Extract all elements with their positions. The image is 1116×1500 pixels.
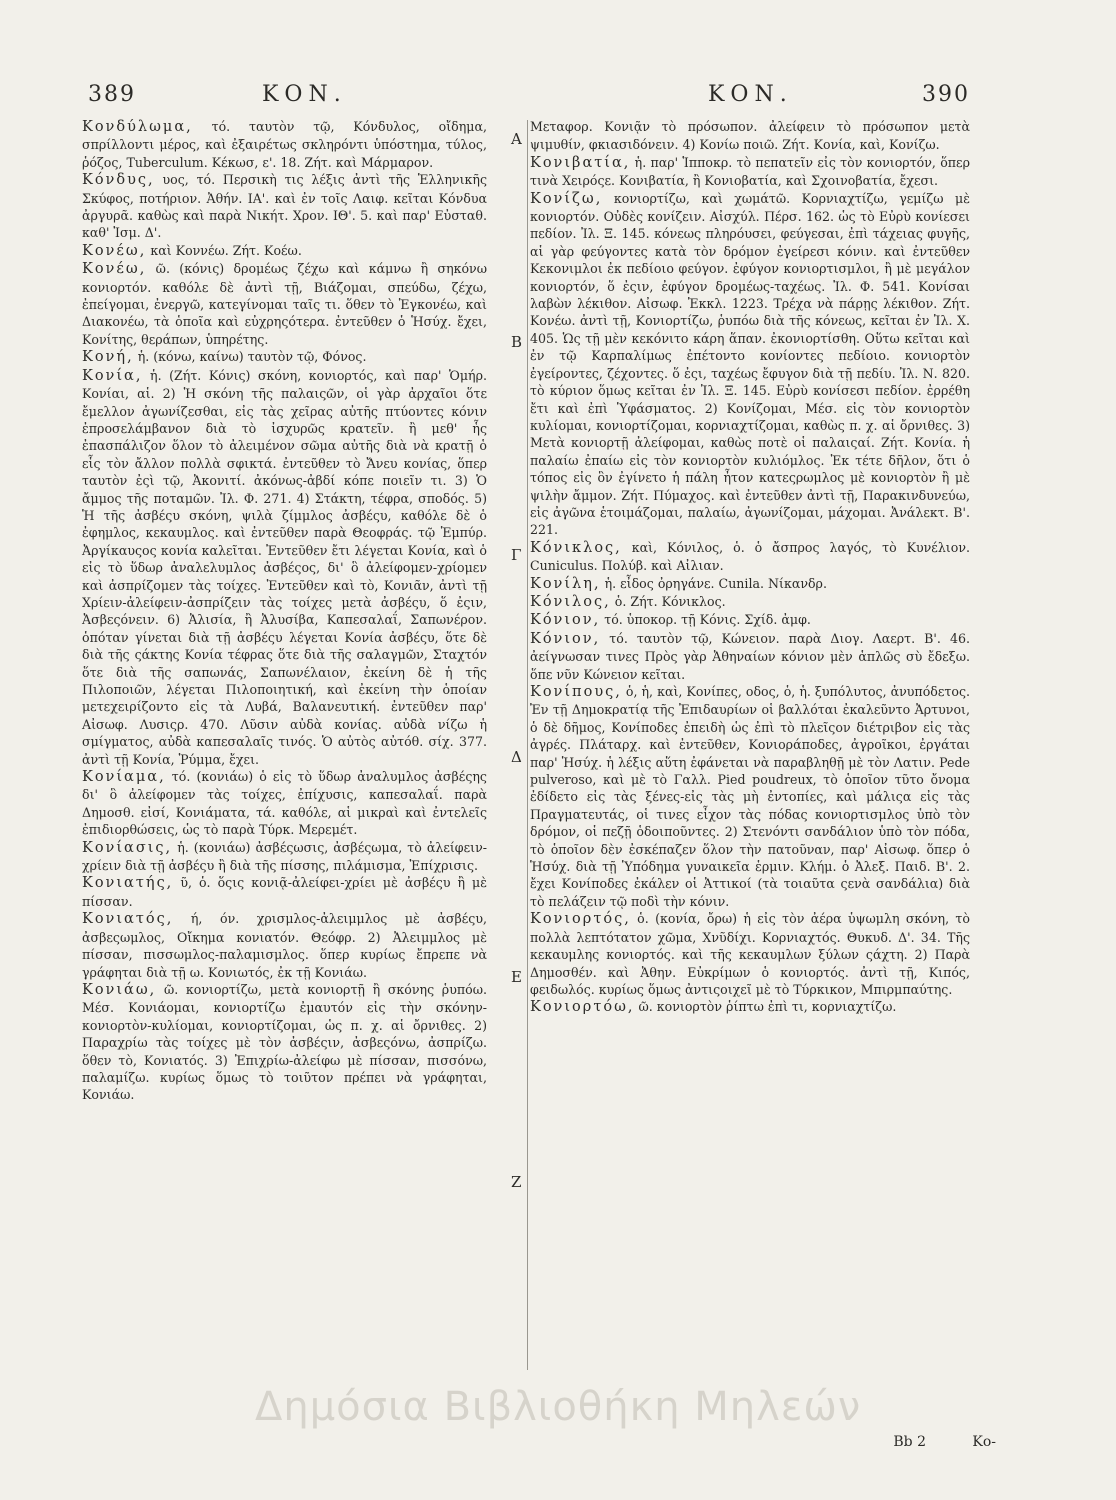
margin-letter-e: Ε <box>511 968 522 986</box>
dictionary-entry <box>530 630 970 683</box>
margin-letter-d: Δ <box>511 748 522 766</box>
entry-headword: Κόνιον, <box>530 612 601 629</box>
entry-headword: Κόνιλος, <box>530 593 611 610</box>
entry-headword: Κονιατής, <box>82 875 174 892</box>
entry-definition: ἡ. (Ζήτ. Κόνις) σκόνη, κονιορτός, καὶ παρ' Ὁμήρ. Κονίαι, αἱ. 2) Ἡ σκόνη τῆς παλαιςῶν, οἱ γὰρ ἀρχαῖοι ὅτε ἔμελλον ἀγωνίζεσθαι, εἰς τὰς χεῖρας αὐτῆς πτύοντες κόνιν ἐπροσελάμβανον διὰ τὸ ἰσχυρῶς κρατεῖν. ἢ μεθ' ἧς ἐπασπάλιζον ὅλον τὸ ἀλειμένον σῶμα αὐτῆς διὰ νὰ κρατῇ ὁ εἷς τὸν ἄλλον πολλὰ σφικτά. ἐντεῦθεν τὸ Ἄνευ κονίας, ὅπερ ταυτὸν ἐςὶ τῷ, Ἀκονιτί. ἀκόνως-ἀβδί κόπε ποιεῖν τι. 3) Ὁ ἄμμος τῆς ποταμῶν. Ἰλ. Φ. 271. 4) Στάκτη, τέφρα, σποδός. 5) Ἡ τῆς ἀσβέςυ σκόνη, ψιλὰ ζίμμλος ἀσβέςυ, καθόλε δὲ ὁ ἐφημλος, κεκαυμλος. καὶ ἐντεῦθεν παρὰ Θεοφράς. τῷ Ἐμπύρ. Ἀργίκαυςος κονία καλεῖται. Ἐντεῦθεν ἔτι λέγεται Κονία, καὶ ὁ εἰς τὸ ὕδωρ ἀναλελυμλος ἀσβέςος, δι' ὃ ἀλείφομεν-χρίομεν καὶ ἀσπρίζομεν τὰς τοίχες. Ἐντεῦθεν καὶ τὸ, Κονιᾶν, ἀντὶ τῇ Χρίειν-ἀλείφειν-ἀσπρίζειν τὰς τοίχες μετὰ ἀσβέςυ, ὅ ἐςιν, Ἀσβεςόνειν. 6) Ἀλισία, ἢ Ἀλυσίβα, Καπεσαλαΐ, Σαπωνέρον. ὁπόταν γίνεται διὰ τῇ ἀσβέςυ λέγεται Κονία ἀσβέςυ, ὅτε δὲ διὰ τῆς ςάκτης Κονία τέφρας ὅτε διὰ τῆς σαλαγμῶν, Σταχτόν ὅτε διὰ τῆς σαπωνάς, Σαπωνέλαιον, ἐκείνη δὲ ἡ τῆς Πιλοποιῶν, λέγεται Πιλοποιητική, καὶ ἐκείνη τὴν ὁποίαν μετεχειρίζοντο εἰς τὰ Λυβά, Βαλανευτική. ἐντεῦθεν παρ' Αἰσωφ. Λυσιςρ. 470. Λῦσιν αὐδὰ κονίας. αὐδὰ νίζω ἡ σμίγματος, αὐδὰ καπεσαλαῖς τινός. Ὁ αὐτὸς αὐτόθ. σίχ. 377. ἀντὶ τῇ Κονία, Ῥύμμα, ἔχει. <box>82 367 487 767</box>
dictionary-entry <box>82 874 487 910</box>
entry-headword: Κονδύλωμα, <box>82 119 193 135</box>
entry-definition: ἡ. εἶδος ὀρηγάνε. Cunila. Νίκανδρ. <box>604 575 827 591</box>
dictionary-entry <box>530 575 970 593</box>
entry-definition: ἡ. (κόνω, καίνω) ταυτὸν τῷ, Φόνος. <box>137 349 367 365</box>
dictionary-entry <box>530 998 970 1016</box>
entry-headword: Κονίαμα, <box>82 769 166 786</box>
entry-headword: Κονή, <box>82 349 134 366</box>
entry-definition: τό. (κονιάω) ὁ εἰς τὸ ὕδωρ ἀναλυμλος ἀσβέςης δι' ὃ ἀλείφομεν τὰς τοίχες, ἐπίχυσις, καπεσαλαΐ. παρὰ Δημοσθ. εἰσί, Κονιάματα, τά. καθόλε, αἱ μικραὶ καὶ ἐντελεῖς ἐπιδιορθώσεις, ὡς τὸ παρὰ Τύρκ. Μερεμέτ. <box>82 769 487 838</box>
entry-definition: ἡ. παρ' Ἱπποκρ. τὸ πεπατεῖν εἰς τὸν κονιορτόν, ὅπερ τινὰ Χειρόςε. Κονιβατία, ἢ Κονιοβατία, καὶ Σχοινοβατία, ἔχεσι. <box>530 154 970 189</box>
dictionary-entry <box>82 839 487 875</box>
entry-headword: Κονιατός, <box>82 911 174 928</box>
entry-definition: υος, τό. Περσικὴ τις λέξις ἀντὶ τῆς Ἑλληνικῆς Σκύφος, ποτήριον. Ἀθήν. ΙΑ'. καὶ ἐν τοῖς Λαιφ. κεῖται Κόνδυα ἀργυρᾶ. καθὼς καὶ παρὰ Νικήτ. Χρον. ΙΘ'. 5. καὶ παρ' Εὐσταθ. καθ' Ἰσμ. Δ'. <box>82 172 487 241</box>
dictionary-entry <box>82 118 487 171</box>
entry-headword: Κονέω, <box>82 242 147 259</box>
page-number-right: 390 <box>922 82 970 107</box>
catchword: Κο- <box>972 1434 996 1450</box>
entry-headword: Κόνδυς, <box>82 172 155 189</box>
margin-letter-z: Ζ <box>511 1173 522 1191</box>
dictionary-entry <box>82 981 487 1104</box>
margin-letter-g: Γ <box>511 546 522 564</box>
entry-definition: κονιορτίζω, καὶ χωμάτῶ. Κορνιαχτίζω, γεμίζω μὲ κονιορτόν. Οὐδὲς κονίζειν. Αἰσχύλ. Πέρσ. 162. ὡς τὸ Εὐρὺ κονίεσει πεδίον. Ἰλ. Ξ. 145. κόνεως πληρόυσει, φεύγεσαι, ἐπὶ τάχειας φυγῆς, αἱ γὰρ φεύγοντες κατὰ τὸν δρόμον ἐγείρεσι κόνιν. καὶ ἐντεῦθεν Κεκονιμλοι ἐκ πεδίοιο φεύγον. ἐφύγον κονιορτισμλοι, ἢ μὲ μεγάλον κονιορτόν, ὅ ἐςιν, ἐφύγον δρομέως-ταχέως. Ἰλ. Φ. 541. Κονίσαι λαβὼν λέκιθον. Αἰσωφ. Ἐκκλ. 1223. Τρέχα νὰ πάρῃς λέκιθον. Ζήτ. Κονέω. ἀντὶ τῇ, Κονιορτίζω, ῥυπόω διὰ τῆς κόνεως, κεῖται ἐν Ἰλ. Χ. 405. Ὡς τῇ μὲν κεκόνιτο κάρη ἅπαν. ἐκονιορτίσθη. Οὕτω κεῖται καὶ ἐν τῷ Καρπαλίμως ἐπέτοντο κονίοντες πεδίοιο. κονιορτὸν ἐγείροντες, ζέχοντες. ὅ ἐςι, ταχέως ἔφυγον διὰ τῇ πεδίυ. Ἰλ. Ν. 820. τὸ κύριον ὅμως κεῖται ἐν Ἰλ. Ξ. 145. Εὐρὺ κονίσεσι πεδίον. ἐρρέθη ἔτι καὶ ἐπὶ Ὑφάσματος. 2) Κονίζομαι, Μέσ. εἰς τὸν κονιορτὸν κυλίομαι, κονιορτίζομαι, κορνιαχτίζομαι, καθὼς π. χ. αἱ ὄρνιθες. 3) Μετὰ κονιορτῇ ἀλείφομαι, καθὼς ποτὲ οἱ παλαιςαί. Ζήτ. Κονία. ἡ παλαίω ἐπαίω εἰς τὸν κονιορτὸν κυλιόμλος. Ἐκ τέτε δῆλον, ὅτι ὁ τόπος εἰς ὃν ἐγίνετο ἡ πάλη ἦτον κατεςρωμλος μὲ κονιορτὸν ἢ μὲ ψιλὴν ἄμμον. Ζήτ. Πύμαχος. καὶ ἐντεῦθεν ἀντὶ τῇ, Παρακινδυνεύω, εἰς ἀγῶνα ἑτοιμάζομαι, παλαίω, ἀγωνίζομαι, μάχομαι. Ἀνάλεκτ. Β'. 221. <box>530 190 970 538</box>
entry-headword: Κονίπους, <box>530 684 622 700</box>
dictionary-entry <box>82 260 487 348</box>
running-title-left: ΚΟΝ. <box>262 82 347 107</box>
margin-letters <box>507 118 529 1398</box>
entry-definition: ἡ. (κονιάω) ἀσβέςωσις, ἀσβέςωμα, τὸ ἀλείφειν-χρίειν διὰ τῇ ἀσβέςυ ἢ διὰ τῆς πίσσης, πιλάμισμα, Ἐπίχρισις. <box>82 839 487 874</box>
entry-definition: τό. ὑποκορ. τῇ Κόνις. Σχίδ. ἀμφ. <box>604 612 811 628</box>
right-column <box>530 118 970 1017</box>
left-column <box>82 118 487 1104</box>
entry-headword: Κονίζω, <box>530 190 603 207</box>
dictionary-entry <box>82 348 487 366</box>
entry-headword: Κονία, <box>82 367 143 384</box>
entry-definition: ῶ. κονιορτίζω, μετὰ κονιορτῇ ἢ σκόνης ῥυπόω. Μέσ. Κονιάομαι, κονιορτίζω ἐμαυτόν εἰς τὴν σκόνην-κονιορτὸν-κυλίομαι, κονιορτίζομαι, ὡς π. χ. αἱ ὄρνιθες. 2) Παραχρίω τὰς τοίχες μὲ τὸν ἀσβέςιν, ἀσβεςόνω, ἀσπρίζω. ὅθεν τὸ, Κονιατός. 3) Ἐπιχρίω-ἀλείφω μὲ πίσσαν, πισσόνω, παλαμίζω. κυρίως ὅμως τὸ τοιῦτον πρέπει νὰ γράφηται, Κονιάω. <box>82 981 487 1103</box>
signature-mark: Bb 2 <box>893 1434 926 1450</box>
entry-headword: Κονέω, <box>82 261 147 278</box>
dictionary-entry <box>530 118 970 154</box>
entry-headword: Κονίασις, <box>82 839 173 856</box>
margin-letter-a: Α <box>511 130 522 148</box>
entry-definition: ῶ. (κόνις) δρομέως ζέχω καὶ κάμνω ἢ σηκόνω κονιορτόν. καθόλε δὲ ἀντὶ τῇ, Βιάζομαι, σπεύδω, ζέχω, ἐπείγομαι, ἐνεργῶ, κατεγίνομαι ταῖς τι. ὅθεν τὸ Ἐγκονέω, καὶ Διακονέω, τὰ ὁποῖα καὶ εὐχρηςότερα. ἐντεῦθεν ὁ Ἡσύχ. ἔχει, Κονίτης, θεράπων, ὑπηρέτης. <box>82 261 487 347</box>
entry-headword: Κονιάω, <box>82 981 157 998</box>
entry-definition: ὁ, ἡ, καὶ, Κονίπες, οδος, ὁ, ἡ. ξυπόλυτος, ἀνυπόδετος. Ἐν τῇ Δημοκρατίᾳ τῆς Ἐπιδαυρίων οἱ βαλλόται ἐκαλεῦντο Ἀρτυνοι, ὁ δὲ δῆμος, Κονίποδες ἐπειδὴ ὡς ἐπὶ τὸ πλεῖςον διέτριβον εἰς τὰς ἀγρές. Πλάταρχ. καὶ ἐντεῦθεν, Κονιοράποδες, ἀγροῖκοι, ἐργάται παρ' Ἡσύχ. ἡ λέξις αὕτη ἐφάνεται νὰ παραβληθῇ μὲ τὸν Λατιν. Pede pulveroso, καὶ μὲ τὸ Γαλλ. Pied poudreux, τὸ ὁποῖον τῦτο ὄνομα ἐδίδετο εἰς τὰς ξένες-εἰς τὰς μὴ ἐντοπίες, καὶ μάλιςα εἰς τὰς Πραγματευτάς, οἱ τινες εἶχον τὰς πόδας κονιορτισμλος ὑπὸ τὸν δρόμον, οἱ πεζῇ ὁδοιποῦντες. 2) Στενόντι σανδάλιον ὑπὸ τὸν πόδα, τὸ ὁποῖον δὲν ἐσκέπαζεν ὅλον τὴν πατοῦναν, παρ' Αἰσωφ. ὅπερ ὁ Ἡσύχ. διὰ τῇ Ὑπόδημα γυναικεῖα ἑρμιν. Κλήμ. ὁ Ἀλεξ. Παιδ. Β'. 2. ἔχει Κονίποδες ἐκάλεν οἱ Ἀττικοί (τὰ τοιαῦτα ςενὰ σανδάλια) διὰ τὸ πελάζειν τῷ ποδὶ τὴν κόνιν. <box>530 684 970 909</box>
dictionary-entry <box>530 910 970 998</box>
margin-letter-b: Β <box>511 333 523 351</box>
entry-headword: Κονιβατία, <box>530 154 631 171</box>
entry-definition: ῦ, ὁ. ὅςις κονιᾷ-ἀλείφει-χρίει μὲ ἀσβέςυ ἢ μὲ πίσσαν. <box>82 875 487 909</box>
dictionary-entry <box>530 683 970 910</box>
dictionary-entry <box>530 190 970 539</box>
entry-definition: καὶ, Κόνιλος, ὁ. ὁ ἄσπρος λαγός, τὸ Κυνέλιον. Cuniculus. Πολύβ. καὶ Αἰλιαν. <box>530 539 970 574</box>
entry-definition: ὁ. (κονία, ὄρω) ἡ εἰς τὸν ἀέρα ὑψωμλη σκόνη, τὸ πολλὰ λεπτότατον χῶμα, Χνῦδίχι. Κορνιαχτός. Θυκυδ. Δ'. 34. Τῆς κεκαυμλης κονιορτός. καὶ τῆς κεκαυμλων ξύλων ςάχτη. 2) Παρὰ Δημοσθέν. καὶ Ἀθην. Εὐκρίμων ὁ κονιορτός. ἀντὶ τῇ, Κιπός, φειδωλός. κυρίως ὅμως ἀντιςοιχεῖ μὲ τὸ Τύρκικον, Μπιρμπαύτης. <box>530 911 970 997</box>
dictionary-entry <box>530 611 970 629</box>
page-number-left: 389 <box>88 82 136 107</box>
entry-definition: τό. ταυτὸν τῷ, Κώνειον. παρὰ Διογ. Λαερτ. Β'. 46. ἀείγνωσαν τινες Πρὸς γὰρ Ἀθηναίων κόνιον μὲν ἁπλῶς σὺ ἔδεξω. ὅπε νῦν Κώνειον κεῖται. <box>530 630 970 682</box>
dictionary-entry <box>530 154 970 190</box>
entry-definition: ῶ. κονιορτὸν ῥίπτω ἐπὶ τι, κορνιαχτίζω. <box>638 999 897 1015</box>
entry-definition: Μεταφορ. Κονιᾷν τὸ πρόσωπον. ἀλείφειν τὸ πρόσωπον μετὰ ψιμυθίν, φκιασιδόνειν. 4) Κονίω ποιῶ. Ζήτ. Κονία, καὶ, Κονίζω. <box>530 119 970 153</box>
entry-definition: ὁ. Ζήτ. Κόνικλος. <box>614 593 726 609</box>
entry-definition: καὶ Κοννέω. Ζήτ. Κοέω. <box>150 242 302 258</box>
entry-definition: τό. ταυτὸν τῷ, Κόνδυλος, οἴδημα, σπρίλλοντι μέρος, καὶ ἐξαιρέτως σκληρόντι ὑπόστημα, τύλος, ῥόζος, Tuberculum. Κέκωσ, ε'. 18. Ζήτ. καὶ Μάρμαρον. <box>82 119 487 170</box>
page-header <box>0 82 1116 116</box>
entry-headword: Κόνιον, <box>530 630 601 647</box>
entry-headword: Κονίλη, <box>530 575 601 592</box>
dictionary-entry <box>82 242 487 260</box>
dictionary-entry <box>82 910 487 981</box>
dictionary-entry <box>82 367 487 768</box>
entry-headword: Κονιορτός, <box>530 911 631 928</box>
running-title-right: ΚΟΝ. <box>708 82 793 107</box>
entry-headword: Κονιορτόω, <box>530 999 635 1016</box>
dictionary-entry <box>530 593 970 611</box>
entry-headword: Κόνικλος, <box>530 539 622 556</box>
dictionary-entry <box>82 171 487 242</box>
library-watermark: Δημόσια Βιβλιοθήκη Μηλεών <box>255 1384 862 1430</box>
dictionary-entry <box>530 539 970 575</box>
dictionary-entry <box>82 768 487 839</box>
entry-definition: ή, όν. χρισμλος-ἀλειμμλος μὲ ἀσβέςυ, ἀσβεςωμλος, Οἴκημα κονιατόν. Θεόφρ. 2) Ἀλειμμλος μὲ πίσσαν, πισσωμλος-παλαμισμλος. ὅπερ κυρίως ἔπρεπε νὰ γράφηται διὰ τῇ ω. Κονιωτός, ἐκ τῇ Κονιάω. <box>82 911 487 980</box>
